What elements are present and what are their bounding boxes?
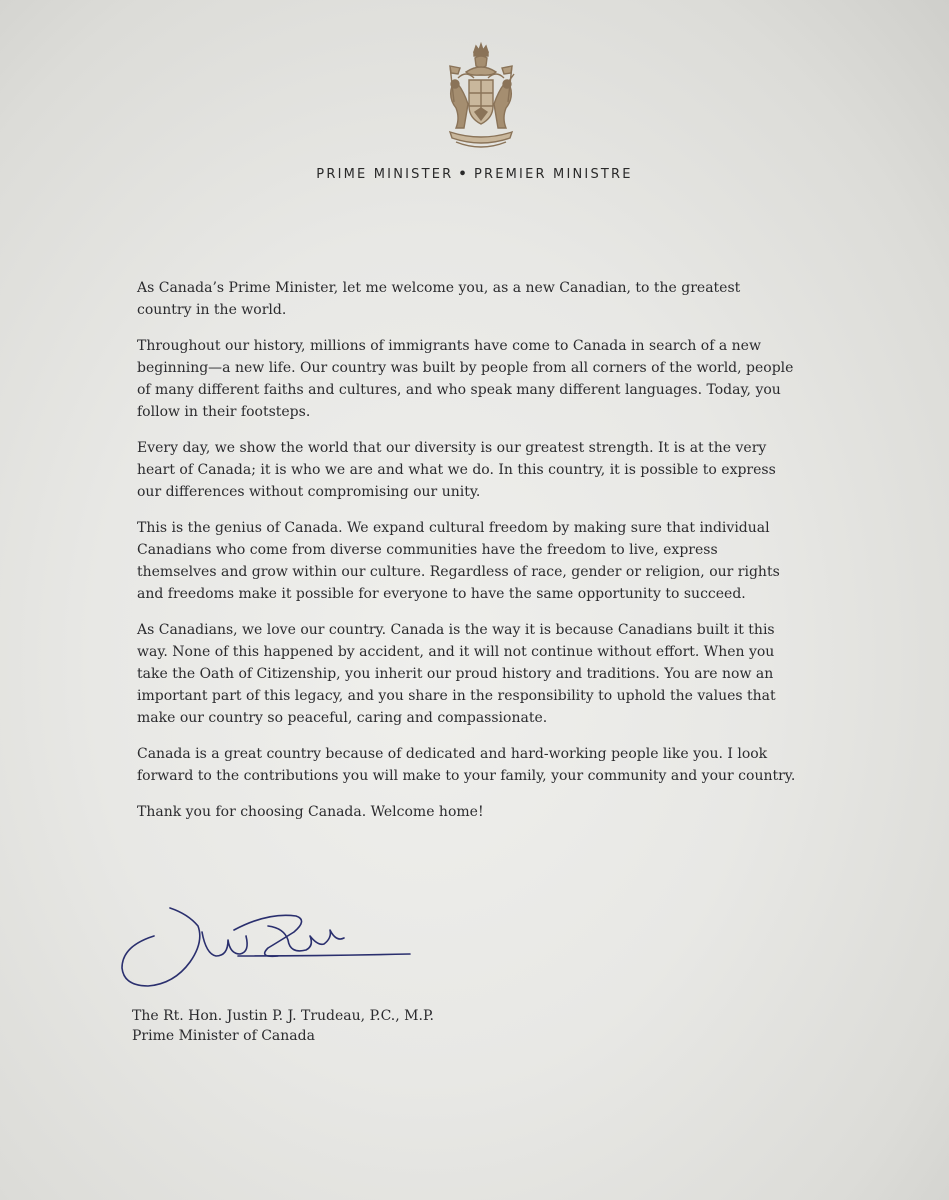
coat-of-arms-icon [444,42,518,152]
letterhead-english: PRIME MINISTER [316,167,454,182]
paragraph: Every day, we show the world that our diversity is our greatest strength. It is at the very heart of Canada; it is who we are and what we do. In this country, it is possible to express our differences without compromising our unity. [137,440,776,500]
signatory-block [132,1006,434,1046]
letterhead-french: PREMIER MINISTRE [473,167,633,182]
letter-body [137,277,797,837]
paragraph: Thank you for choosing Canada. Welcome home! [137,804,484,820]
letterhead [0,167,949,182]
paragraph: Canada is a great country because of dedicated and hard-working people like you. I look forward to the contributions you will make to your family, your community and your country. [137,746,796,784]
paragraph: This is the genius of Canada. We expand cultural freedom by making sure that individual Canadians who come from diverse communities have the freedom to live, express themselves and grow within our culture. Regardless of race, gender or religion, our rights and freedoms make it possible for everyone to have the same opportunity to succeed. [137,520,780,602]
letterhead-separator: • [458,167,469,182]
signatory-name: The Rt. Hon. Justin P. J. Trudeau, P.C., M.P. [132,1008,434,1024]
paragraph: Throughout our history, millions of immigrants have come to Canada in search of a new beginning—a new life. Our country was built by people from all corners of the world, people of many different faiths and cultures, and who speak many different languages. Today, you follow in their footsteps. [137,338,794,420]
paragraph: As Canada’s Prime Minister, let me welcome you, as a new Canadian, to the greatest country in the world. [137,280,741,318]
signatory-title: Prime Minister of Canada [132,1028,315,1044]
signature [118,902,418,994]
paragraph: As Canadians, we love our country. Canada is the way it is because Canadians built it this way. None of this happened by accident, and it will not continue without effort. When you take the Oath of Citizenship, you inherit our proud history and traditions. You are now an important part of this legacy, and you share in the responsibility to uphold the values that make our country so peaceful, caring and compassionate. [137,622,776,726]
